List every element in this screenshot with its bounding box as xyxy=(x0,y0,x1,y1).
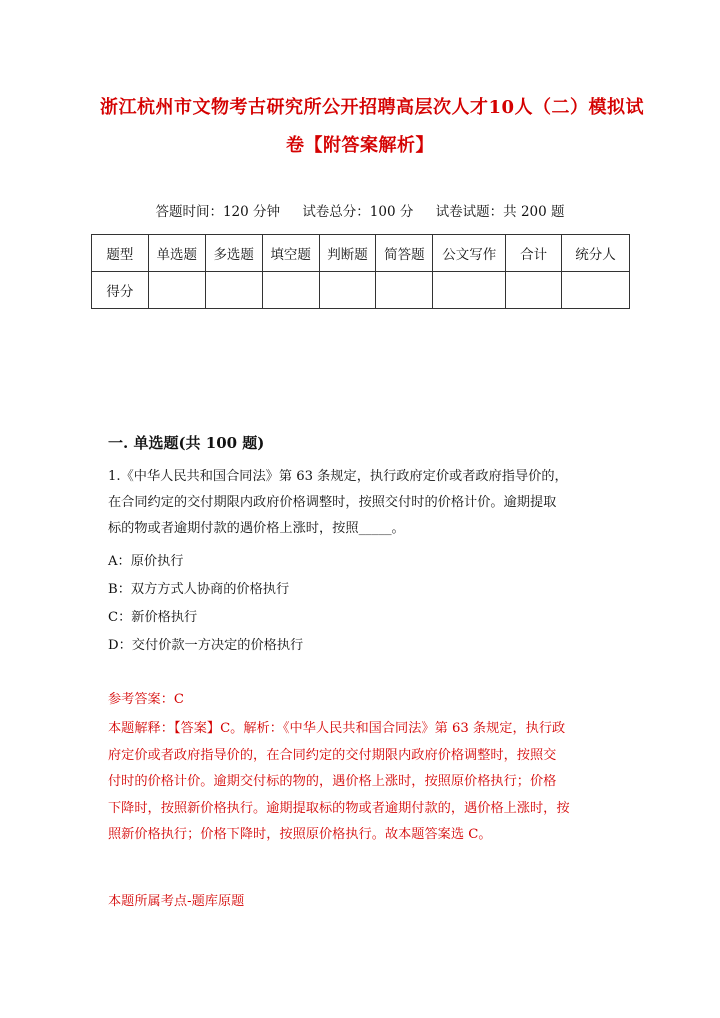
exam-title-line-1: 浙江杭州市文物考古研究所公开招聘高层次人才10人（二）模拟试 xyxy=(100,97,645,118)
question-end: 。 xyxy=(391,521,405,536)
option-a: A：原价执行 xyxy=(108,554,184,569)
exam-question-count: 试卷试题：共 200 题 xyxy=(435,204,565,220)
section-title: 一. 单选题(共 100 题) xyxy=(108,434,265,452)
explanation-line: 照新价格执行；价格下降时，按照原价格执行。故本题答案选 C。 xyxy=(108,827,492,842)
score-cell xyxy=(562,272,630,309)
score-table-score-row xyxy=(92,272,630,309)
answer-explanation xyxy=(108,716,620,849)
score-table-header-cell: 题型 xyxy=(92,235,149,272)
score-cell xyxy=(433,272,506,309)
score-table-header-cell: 合计 xyxy=(506,235,562,272)
answer-blank: _____ xyxy=(358,521,392,536)
score-table xyxy=(91,234,630,309)
explanation-line: 下降时，按照新价格执行。逾期提取标的物或者逾期付款的，遇价格上涨时，按 xyxy=(108,800,570,816)
score-cell xyxy=(376,272,433,309)
question-text xyxy=(108,464,620,542)
question-line: 在合同约定的交付期限内政府价格调整时，按照交付时的价格计价。逾期提取 xyxy=(108,495,557,510)
score-table-header-cell: 多选题 xyxy=(205,235,262,272)
score-cell xyxy=(262,272,319,309)
score-table-header-row xyxy=(92,235,630,272)
question-line-last xyxy=(108,516,620,542)
explanation-line: 本题解释：【答案】C。解析：《中华人民共和国合同法》第 63 条规定，执行政 xyxy=(108,721,566,736)
score-table-header-cell: 简答题 xyxy=(376,235,433,272)
score-table-header-cell: 填空题 xyxy=(262,235,319,272)
exam-meta xyxy=(0,200,720,220)
exam-total-score: 试卷总分：100 分 xyxy=(302,204,414,220)
reference-answer: 参考答案：C xyxy=(108,692,185,707)
score-row-label: 得分 xyxy=(92,272,149,309)
score-cell xyxy=(148,272,205,309)
explanation-line: 府定价或者政府指导价的，在合同约定的交付期限内政府价格调整时，按照交 xyxy=(108,747,557,763)
explanation-line: 付时的价格计价。逾期交付标的物的，遇价格上涨时，按照原价格执行；价格 xyxy=(108,774,557,789)
exam-title-line-2: 卷【附答案解析】 xyxy=(286,135,434,156)
score-cell xyxy=(319,272,376,309)
score-table-header-cell: 统分人 xyxy=(562,235,630,272)
question-line: 标的物或者逾期付款的遇价格上涨时，按照 xyxy=(108,521,359,536)
score-table-header-cell: 单选题 xyxy=(148,235,205,272)
option-c: C：新价格执行 xyxy=(108,610,198,625)
score-cell xyxy=(506,272,562,309)
exam-time: 答题时间：120 分钟 xyxy=(155,204,281,220)
option-b: B：双方方式人协商的价格执行 xyxy=(108,582,290,597)
score-table-header-cell: 公文写作 xyxy=(433,235,506,272)
score-cell xyxy=(205,272,262,309)
option-d: D：交付价款一方决定的价格执行 xyxy=(108,638,304,653)
question-line: 1.《中华人民共和国合同法》第 63 条规定，执行政府定价或者政府指导价的， xyxy=(108,469,568,484)
score-table-header-cell: 判断题 xyxy=(319,235,376,272)
knowledge-point: 本题所属考点-题库原题 xyxy=(108,894,245,909)
